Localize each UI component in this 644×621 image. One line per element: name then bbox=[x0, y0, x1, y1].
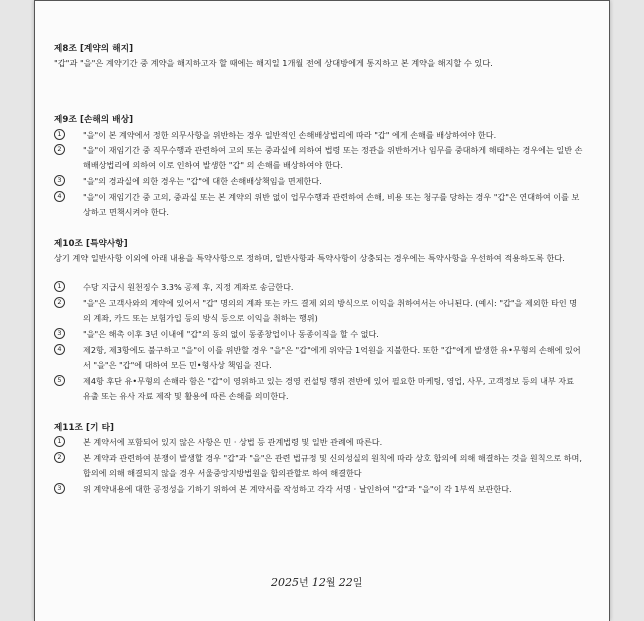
article-9-item bbox=[54, 174, 584, 189]
article-10-item bbox=[54, 296, 584, 325]
article-10-item bbox=[54, 343, 584, 372]
article-10-item bbox=[54, 327, 584, 342]
contract-page bbox=[34, 0, 610, 621]
item-text: 제2항, 제3항에도 불구하고 "을"이 이를 위반할 경우 "을"은 "갑"에게 위약금 1억원을 지불한다. 또한 "갑"에게 발생한 유•무형의 손해에 있어서 "을"은 "갑"에 대하여 모든 민•형사상 책임을 진다. bbox=[83, 345, 581, 370]
article-10-intro: 상기 계약 일반사항 이외에 아래 내용을 특약사항으로 정하며, 일반사항과 특약사항이 상충되는 경우에는 특약사항을 우선하여 적용하도록 한다. bbox=[54, 253, 565, 263]
date-year-unit: 년 bbox=[299, 578, 309, 589]
circled-number: 4 bbox=[54, 191, 65, 202]
item-text: "을"은 고객사와의 계약에 있어서 "갑" 명의의 계좌 또는 카드 결제 외의 방식으로 이익을 취하여서는 아니된다. (예시: "갑"을 제외한 타인 명의 계좌, 카드 또는 보험가입 등의 방식 등으로 이익을 취하는 행위) bbox=[83, 298, 578, 323]
date-day-unit: 일 bbox=[352, 578, 363, 589]
article-8-body: "갑"과 "을"은 계약기간 중 계약을 해지하고자 할 때에는 해지일 1개월 전에 상대방에게 통지하고 본 계약을 해지할 수 있다. bbox=[54, 58, 493, 68]
article-8-title: 제8조 [계약의 해지] bbox=[54, 44, 134, 54]
item-text: 본 계약과 관련하여 분쟁이 발생할 경우 "갑"과 "을"은 관련 법규정 및 신의성실의 원칙에 따라 상호 합의에 의해 해결하는 것을 원칙으로 하며, 합의에 의해 해결되지 않을 경우 서울중앙지방법원을 합의관할로 하여 해결한다 bbox=[83, 453, 582, 478]
item-text: "을"은 해촉 이후 3년 이내에 "갑"의 동의 없이 동종창업이나 동종이직을 할 수 없다. bbox=[83, 329, 379, 339]
date-month: 12 bbox=[311, 576, 326, 589]
circled-number: 5 bbox=[54, 375, 65, 386]
item-text: "을"이 재임기간 중 직무수행과 관련하여 고의 또는 중과실에 의하여 법령 또는 정관을 위반하거나 임무를 중대하게 해태하는 경우에는 일반 손해배상법리에 의하여 이로 인하여 발생한 "갑" 의 손해를 배상하여야 한다. bbox=[83, 145, 583, 170]
article-9-item bbox=[54, 128, 584, 143]
circled-number: 2 bbox=[54, 297, 65, 308]
article-11-item bbox=[54, 435, 584, 450]
item-text: 수당 지급시 원천징수 3.3% 공제 후, 지정 계좌로 송금한다. bbox=[83, 282, 294, 292]
circled-number: 2 bbox=[54, 452, 65, 463]
circled-number: 1 bbox=[54, 436, 65, 447]
date-year: 2025 bbox=[271, 576, 299, 589]
article-10-title: 제10조 [특약사항] bbox=[54, 239, 128, 249]
item-text: 본 계약서에 포함되어 있지 않은 사항은 민 · 상법 등 관계법령 및 일반 관례에 따른다. bbox=[83, 437, 383, 447]
article-10-item bbox=[54, 280, 584, 295]
date-month-unit: 월 bbox=[325, 578, 336, 589]
item-text: 위 계약내용에 대한 공정성을 기하기 위하여 본 계약서를 작성하고 각각 서명 · 날인하여 "갑"과 "을"이 각 1부씩 보관한다. bbox=[83, 484, 512, 494]
item-text: "을"이 재임기간 중 고의, 중과실 또는 본 계약의 위반 없이 업무수행과 관련하여 손해, 비용 또는 청구를 당하는 경우 "갑"은 연대하여 이를 보상하고 면책시켜야 한다. bbox=[83, 192, 580, 217]
date-day: 22 bbox=[338, 576, 353, 589]
contract-date bbox=[271, 574, 362, 589]
article-9-title: 제9조 [손해의 배상] bbox=[54, 115, 134, 125]
circled-number: 3 bbox=[54, 483, 65, 494]
circled-number: 1 bbox=[54, 281, 65, 292]
article-11-item bbox=[54, 451, 584, 480]
item-text: "을"의 경과실에 의한 경우는 "갑"에 대한 손해배상책임을 면제한다. bbox=[83, 176, 322, 186]
item-text: 제4항 후단 유•무형의 손해라 함은 "갑"이 영위하고 있는 경영 컨설팅 행위 전반에 있어 필요한 마케팅, 영업, 사무, 고객정보 등의 내부 자료 유출 또는 유사 자료 제작 및 활용에 따른 손해를 의미한다. bbox=[83, 376, 574, 401]
article-11-item bbox=[54, 482, 584, 497]
circled-number: 2 bbox=[54, 144, 65, 155]
article-11-title: 제11조 [기 타] bbox=[54, 423, 115, 433]
circled-number: 3 bbox=[54, 328, 65, 339]
item-text: "을"이 본 계약에서 정한 의무사항을 위반하는 경우 일반적인 손해배상법리에 따라 "갑" 에게 손해를 배상하여야 한다. bbox=[83, 130, 497, 140]
circled-number: 3 bbox=[54, 175, 65, 186]
article-10-item bbox=[54, 374, 584, 403]
page-top-border bbox=[34, 0, 610, 1]
article-9-item bbox=[54, 190, 584, 219]
circled-number: 4 bbox=[54, 344, 65, 355]
circled-number: 1 bbox=[54, 129, 65, 140]
article-9-item bbox=[54, 143, 584, 172]
